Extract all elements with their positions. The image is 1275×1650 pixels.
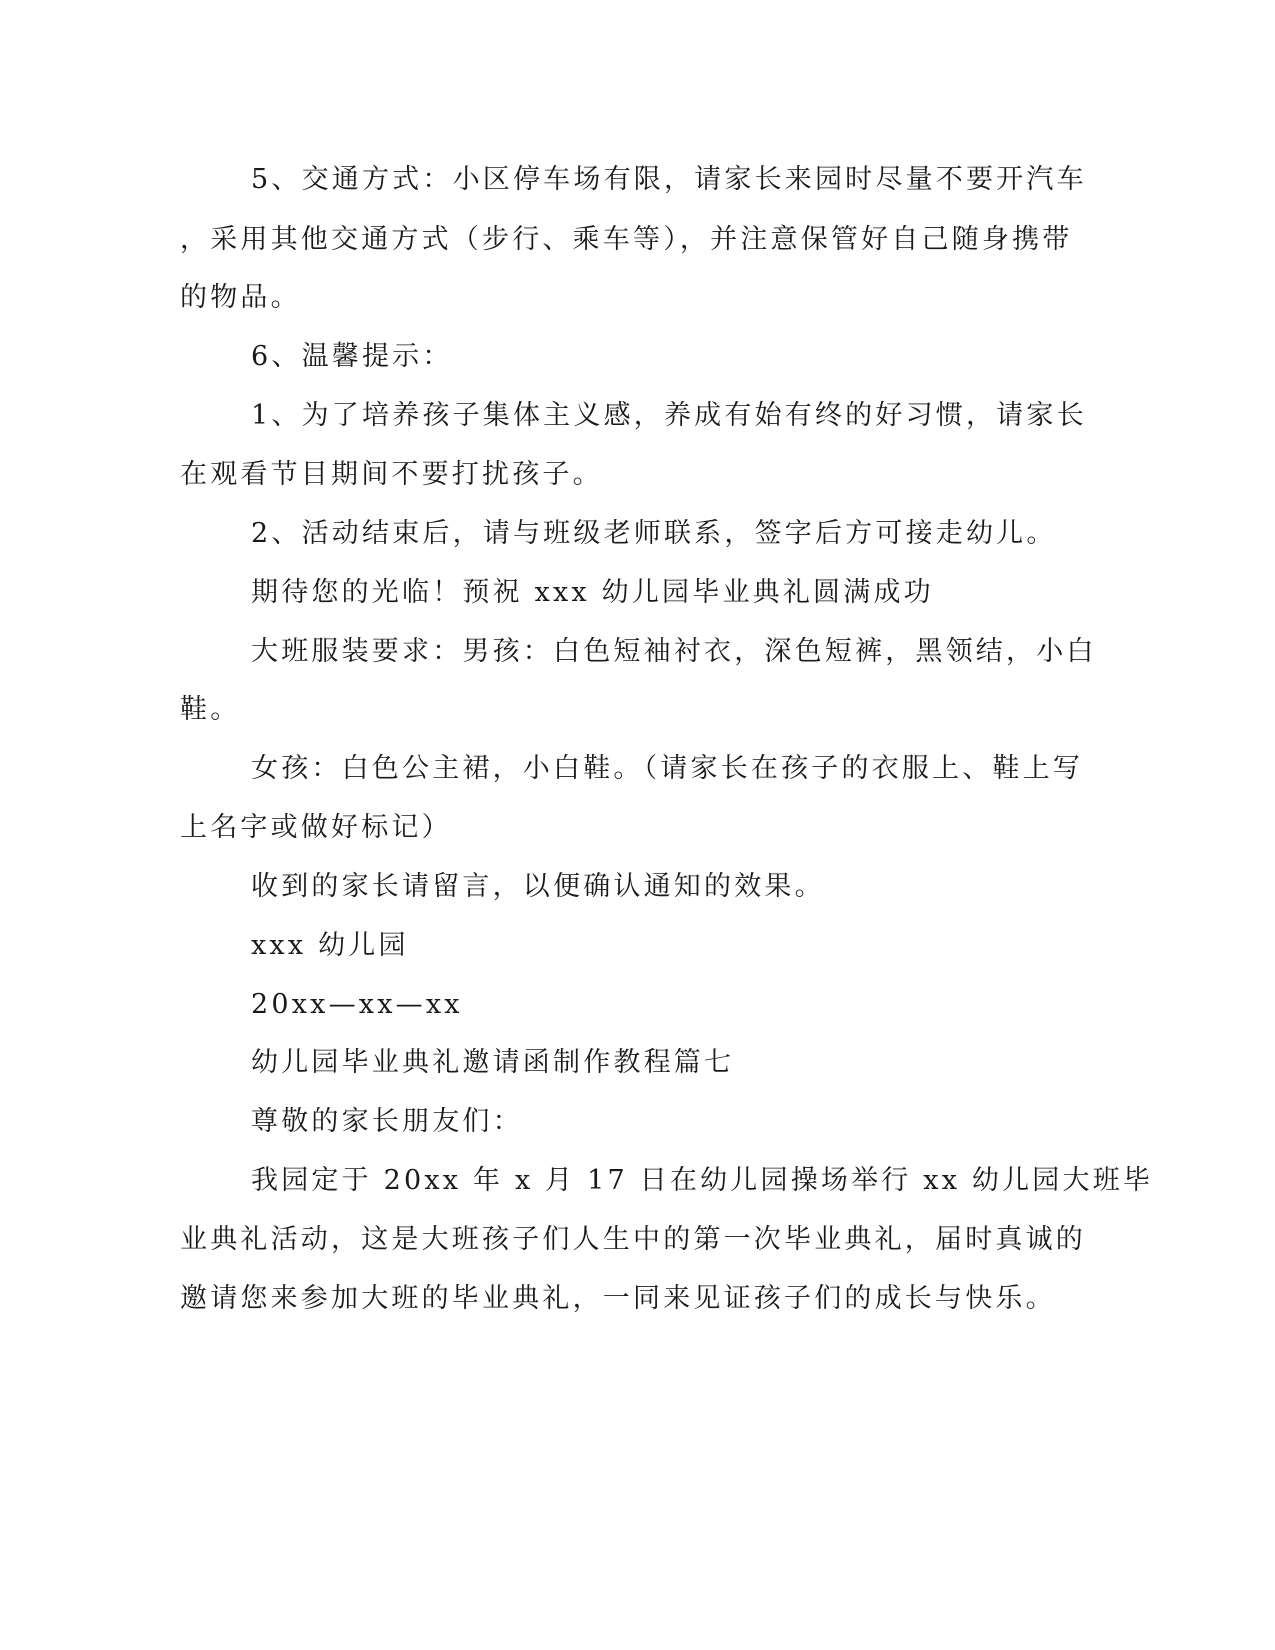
paragraph-line: 的物品。 — [180, 282, 301, 313]
signature-org: xxx 幼儿园 — [251, 930, 409, 961]
paragraph-line: 鞋。 — [180, 694, 241, 725]
paragraph-line: 我园定于 20xx 年 x 月 17 日在幼儿园操场举行 xx 幼儿园大班毕 — [251, 1165, 1154, 1196]
signature-date: 20xx—xx—xx — [251, 989, 463, 1020]
paragraph-line: 在观看节目期间不要打扰孩子。 — [180, 459, 603, 490]
paragraph-line: 上名字或做好标记） — [180, 812, 452, 843]
paragraph-line: ，采用其他交通方式（步行、乘车等），并注意保管好自己随身携带 — [180, 224, 1073, 255]
paragraph-line: 期待您的光临！预祝 xxx 幼儿园毕业典礼圆满成功 — [251, 577, 934, 608]
paragraph-line: 5、交通方式：小区停车场有限，请家长来园时尽量不要开汽车 — [251, 164, 1087, 195]
paragraph-line: 邀请您来参加大班的毕业典礼，一同来见证孩子们的成长与快乐。 — [180, 1283, 1056, 1314]
paragraph-line: 收到的家长请留言，以便确认通知的效果。 — [251, 871, 825, 902]
paragraph-line: 女孩：白色公主裙，小白鞋。（请家长在孩子的衣服上、鞋上写 — [251, 753, 1084, 784]
paragraph-line: 1、为了培养孩子集体主义感，养成有始有终的好习惯，请家长 — [251, 400, 1087, 431]
paragraph-line: 业典礼活动，这是大班孩子们人生中的第一次毕业典礼，届时真诚的 — [180, 1224, 1086, 1255]
paragraph-line: 大班服装要求：男孩：白色短袖衬衣，深色短裤，黑领结，小白 — [251, 636, 1097, 667]
section-heading: 幼儿园毕业典礼邀请函制作教程篇七 — [251, 1047, 735, 1078]
salutation: 尊敬的家长朋友们： — [251, 1106, 523, 1137]
paragraph-line: 6、温馨提示： — [251, 341, 453, 372]
paragraph-line: 2、活动结束后，请与班级老师联系，签字后方可接走幼儿。 — [251, 518, 1057, 549]
